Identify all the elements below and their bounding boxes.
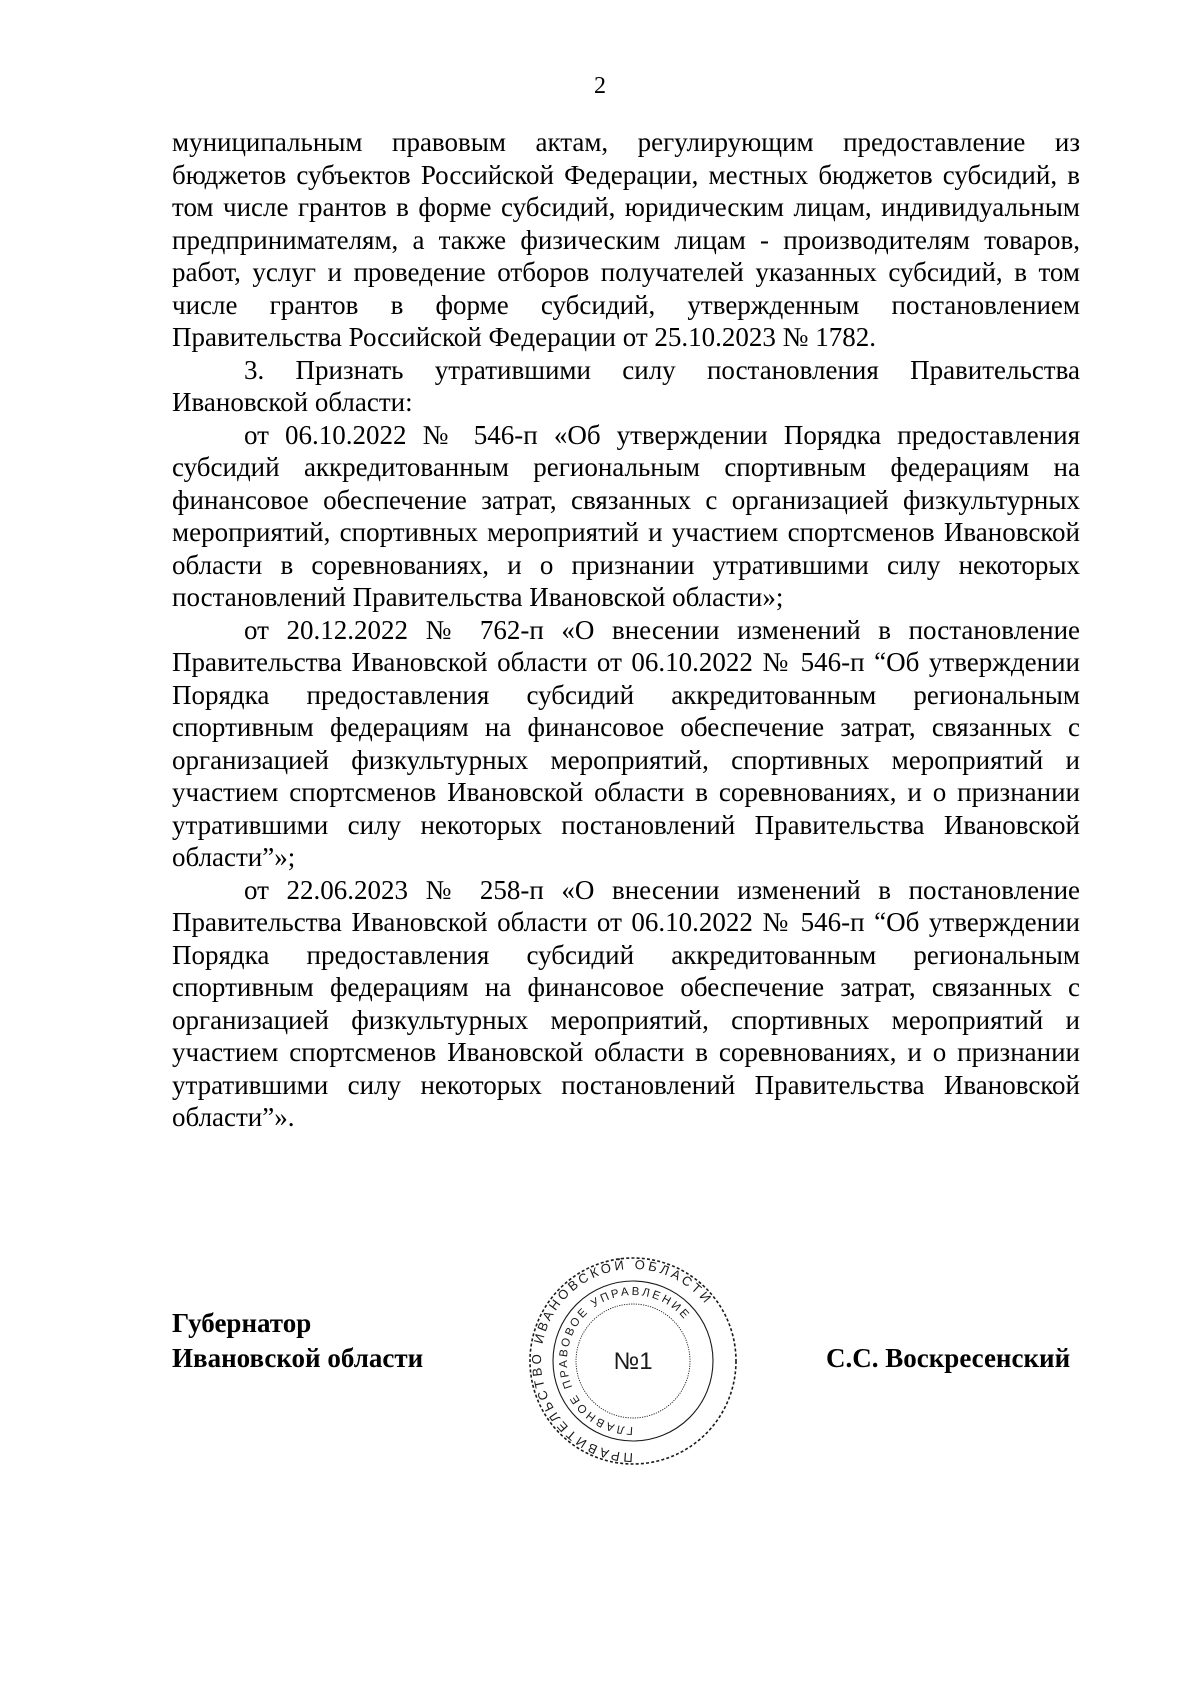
seal-outer-text: ПРАВИТЕЛЬСТВО ИВАНОВСКОЙ ОБЛАСТИ xyxy=(528,1256,717,1466)
paragraph-resolution-546: от 06.10.2022 № 546-п «Об утверждении Порядка предоставления субсидий аккредитованным региональным спортивным федерациям на финансовое обеспечение затрат, связанных с организацией физкультурных мероприятий, спортивных мероприятий и участием спортсменов Ивановской области в соревнованиях, и о признании утратившими силу некоторых постановлений Правительства Ивановской области»; xyxy=(172,419,1080,612)
paragraph-continuation: муниципальным правовым актам, регулирующим предоставление из бюджетов субъектов Российской Федерации, местных бюджетов субсидий, в том числе грантов в форме субсидий, юридическим лицам, индивидуальным предпринимателям, а также физическим лицам - производителям товаров, работ, услуг и проведение отборов получателей указанных субсидий, в том числе грантов в форме субсидий, утвержденным постановлением Правительства Российской Федерации от 25.10.2023 № 1782. xyxy=(172,127,1080,352)
page-number: 2 xyxy=(594,73,606,99)
signatory-title-line2: Ивановской области xyxy=(172,1343,424,1373)
signatory-title xyxy=(172,1306,423,1376)
paragraph-item-3: 3. Признать утратившими силу постановления Правительства Ивановской области: xyxy=(172,354,1080,417)
official-seal xyxy=(528,1256,738,1466)
paragraph-resolution-258: от 22.06.2023 № 258-п «О внесении изменений в постановление Правительства Ивановской области от 06.10.2022 № 546-п “Об утверждении Порядка предоставления субсидий аккредитованным региональным спортивным федерациям на финансовое обеспечение затрат, связанных с организацией физкультурных мероприятий, спортивных мероприятий и участием спортсменов Ивановской области в соревнованиях, и о признании утратившими силу некоторых постановлений Правительства Ивановской области”». xyxy=(172,874,1080,1132)
document-body xyxy=(172,126,1080,1134)
paragraph-resolution-762: от 20.12.2022 № 762-п «О внесении изменений в постановление Правительства Ивановской области от 06.10.2022 № 546-п “Об утверждении Порядка предоставления субсидий аккредитованным региональным спортивным федерациям на финансовое обеспечение затрат, связанных с организацией физкультурных мероприятий, спортивных мероприятий и участием спортсменов Ивановской области в соревнованиях, и о признании утратившими силу некоторых постановлений Правительства Ивановской области”»; xyxy=(172,614,1080,872)
signatory-title-line1: Губернатор xyxy=(172,1308,312,1338)
signatory-name: С.С. Воскресенский xyxy=(826,1343,1071,1373)
seal-number: №1 xyxy=(613,1348,653,1375)
seal-inner-text: ГЛАВНОЕ ПРАВОВОЕ УПРАВЛЕНИЕ xyxy=(557,1285,693,1437)
